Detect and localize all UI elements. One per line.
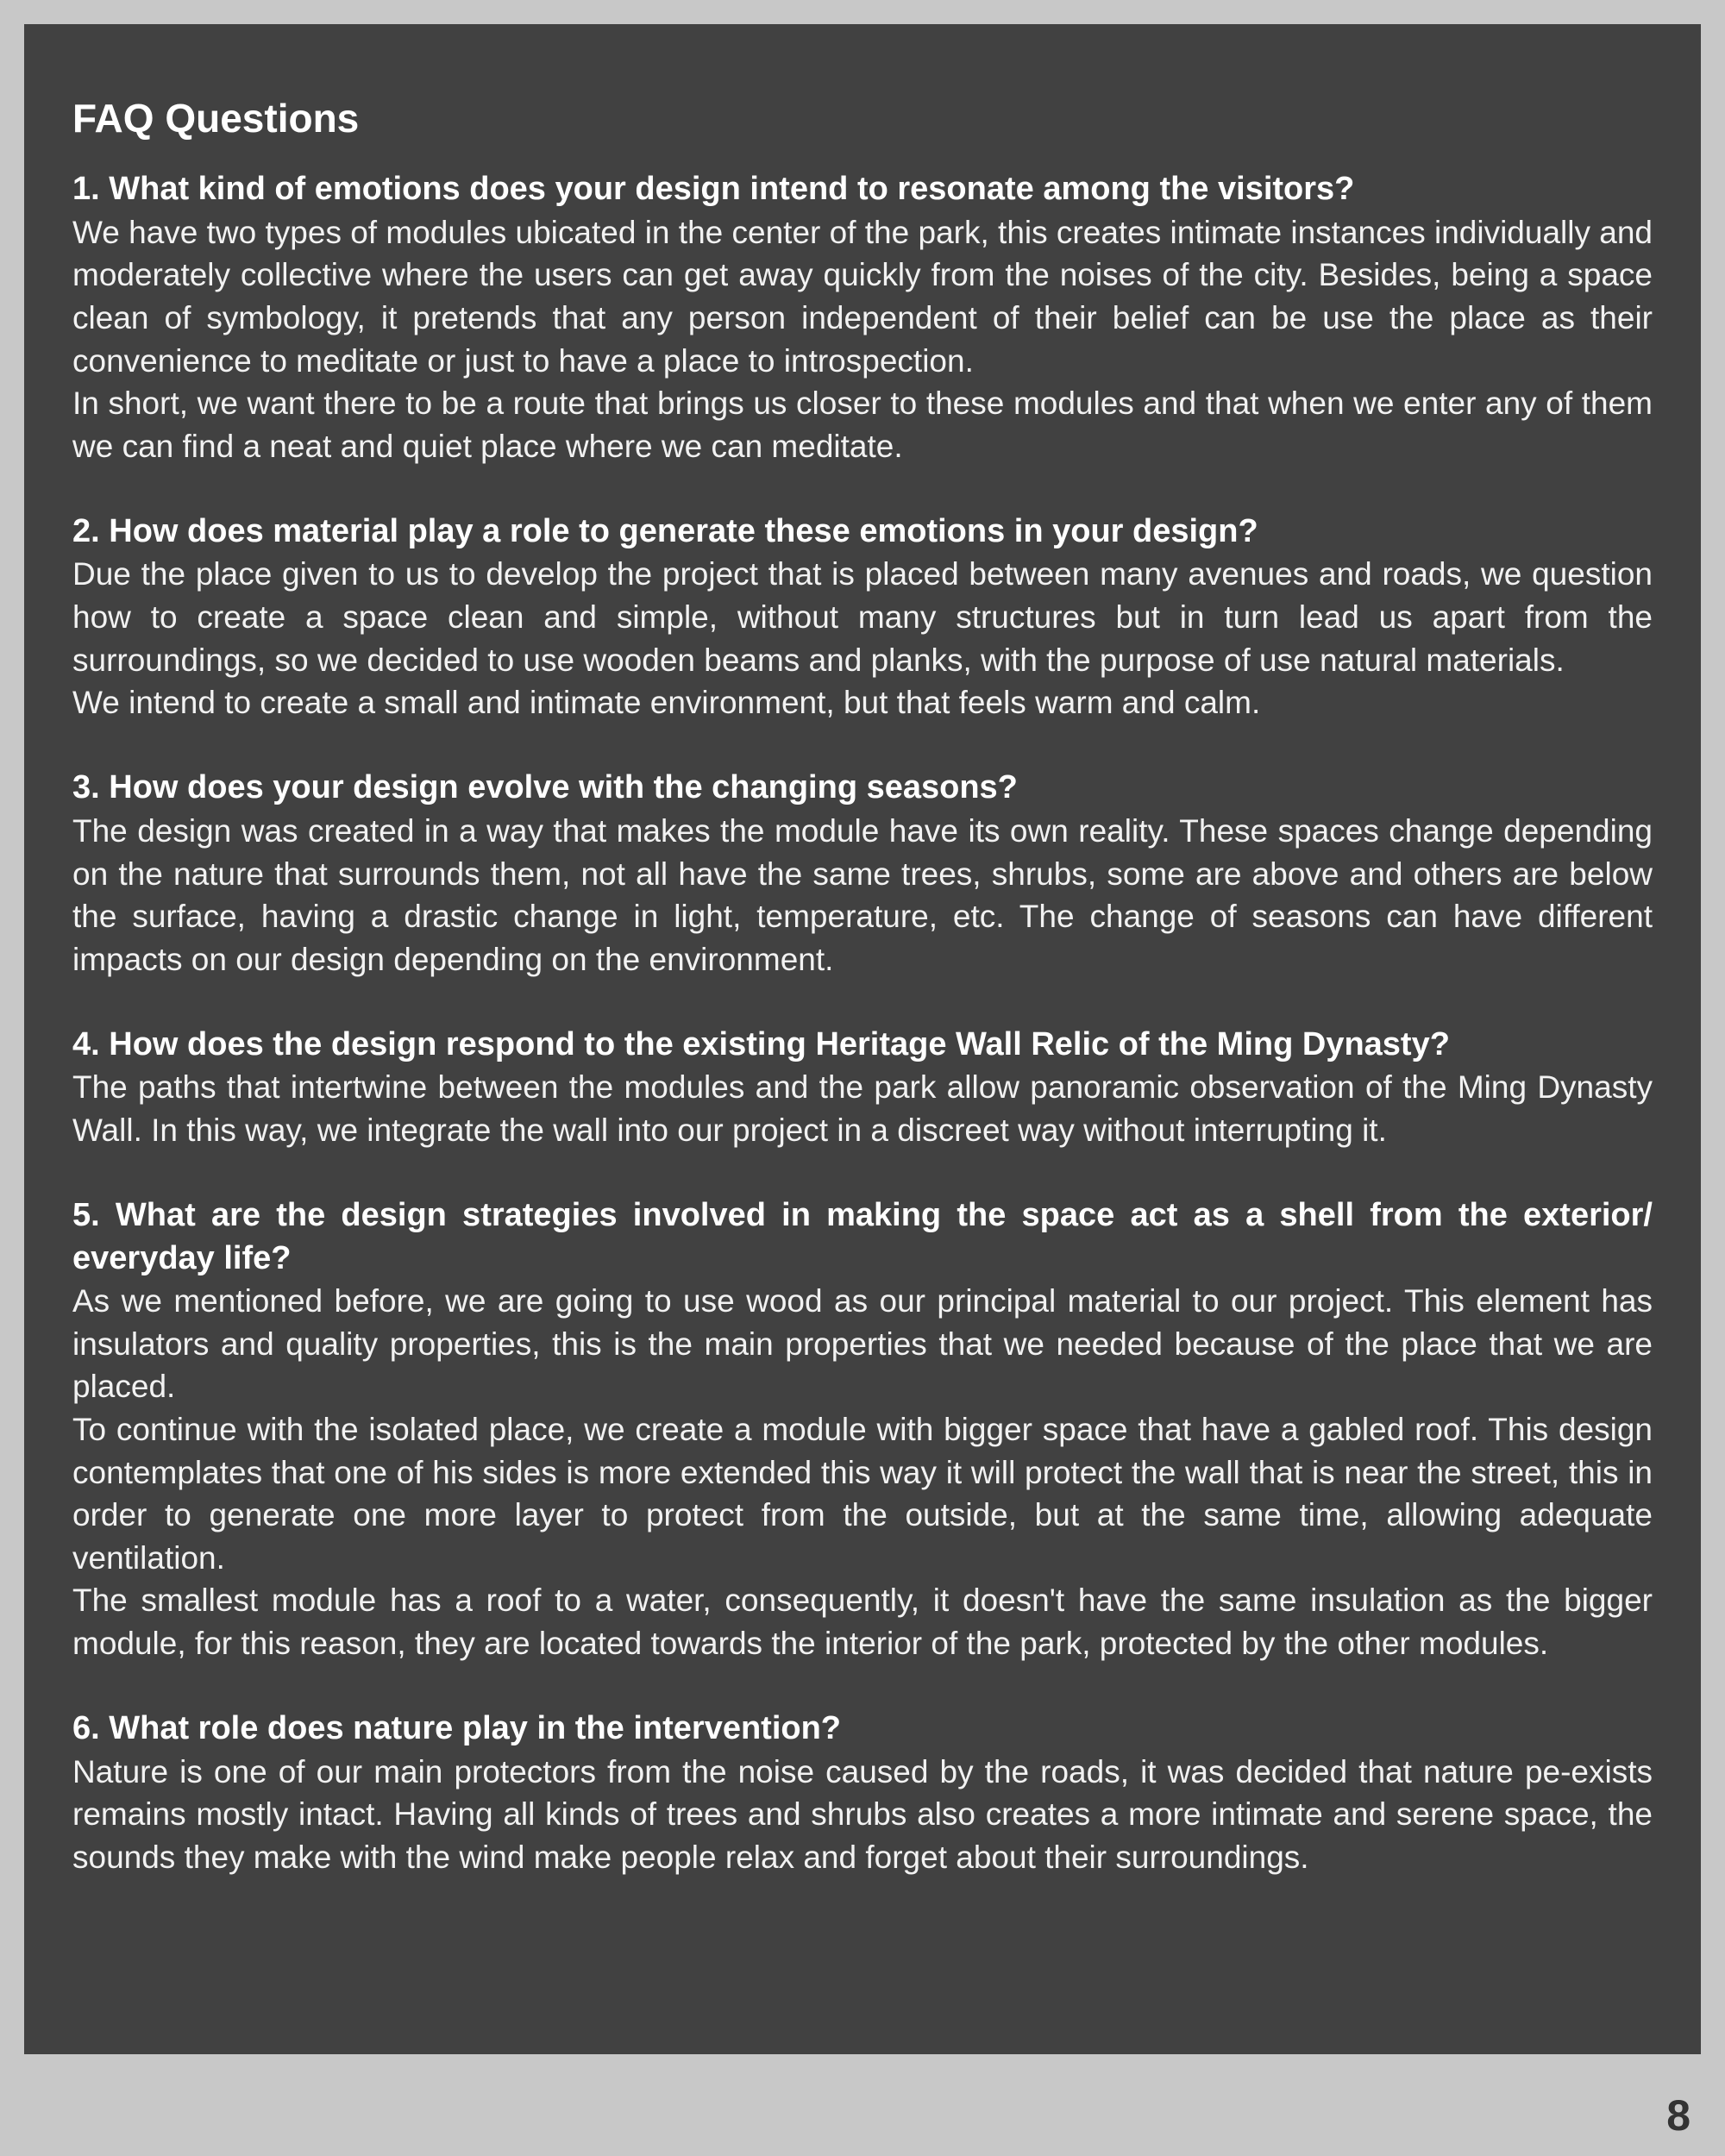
faq-answer-paragraph: Due the place given to us to develop the project that is placed between many avenues and roads, we question how to create a space clean and simple, without many structures but in turn lead us apart from the surroundings, so we decided to use wooden beams and planks, with the purpose of use natural materials.	[72, 556, 1653, 678]
faq-question: 2. How does material play a role to generate these emotions in your design?	[72, 512, 1258, 549]
faq-answer-paragraph: Nature is one of our main protectors from the noise caused by the roads, it was decided that nature pe-exists remains mostly intact. Having all kinds of trees and shrubs also creates a more intimate and serene space, the sounds they make with the wind make people relax and forget about their surroundings.	[72, 1753, 1653, 1875]
faq-answer-paragraph: We have two types of modules ubicated in the center of the park, this creates intimate instances individually and moderately collective where the users can get away quickly from the noises of the city. Besides, being a space clean of symbology, it pretends that any person independent of their belief can be use the place as their convenience to meditate or just to have a place to introspection.	[72, 214, 1653, 379]
faq-answer-paragraph: As we mentioned before, we are going to use wood as our principal material to our project. This element has insulators and quality properties, this is the main properties that we needed because of the place that we are placed.	[72, 1283, 1653, 1405]
page-number: 8	[1666, 2091, 1690, 2140]
faq-question: 6. What role does nature play in the intervention?	[72, 1710, 842, 1747]
page-title: FAQ Questions	[72, 96, 360, 141]
faq-item-1	[72, 168, 1653, 467]
faq-answer-paragraph: We intend to create a small and intimate environment, but that feels warm and calm.	[72, 685, 1261, 721]
faq-item-4	[72, 1024, 1653, 1152]
faq-answer-paragraph: The paths that intertwine between the modules and the park allow panoramic observation of the Ming Dynasty Wall. In this way, we integrate the wall into our project in a discreet way without interrupting it.	[72, 1069, 1653, 1148]
faq-question: 4. How does the design respond to the existing Heritage Wall Relic of the Ming Dynasty?	[72, 1025, 1450, 1062]
faq-question: 1. What kind of emotions does your design intend to resonate among the visitors?	[72, 171, 1355, 208]
faq-item-5	[72, 1194, 1653, 1665]
faq-panel	[24, 24, 1701, 2054]
faq-item-3	[72, 767, 1653, 981]
faq-answer-paragraph: In short, we want there to be a route that brings us closer to these modules and that when we enter any of them we can find a neat and quiet place where we can meditate.	[72, 385, 1653, 464]
faq-question: 5. What are the design strategies involved in making the space act as a shell from the exterior/ everyday life?	[72, 1197, 1653, 1276]
faq-question: 3. How does your design evolve with the changing seasons?	[72, 769, 1018, 806]
faq-item-6	[72, 1708, 1653, 1878]
faq-answer-paragraph: The smallest module has a roof to a water, consequently, it doesn't have the same insulation as the bigger module, for this reason, they are located towards the interior of the park, protected by the other modules.	[72, 1583, 1653, 1661]
faq-item-2	[72, 511, 1653, 724]
faq-answer-paragraph: The design was created in a way that makes the module have its own reality. These spaces change depending on the nature that surrounds them, not all have the same trees, shrubs, some are above and others are below the surface, having a drastic change in light, temperature, etc. The change of seasons can have different impacts on our design depending on the environment.	[72, 812, 1653, 977]
faq-answer-paragraph: To continue with the isolated place, we create a module with bigger space that have a gabled roof. This design contemplates that one of his sides is more extended this way it will protect the wall that is near the street, this in order to generate one more layer to protect from the outside, but at the same time, allowing adequate ventilation.	[72, 1412, 1653, 1576]
